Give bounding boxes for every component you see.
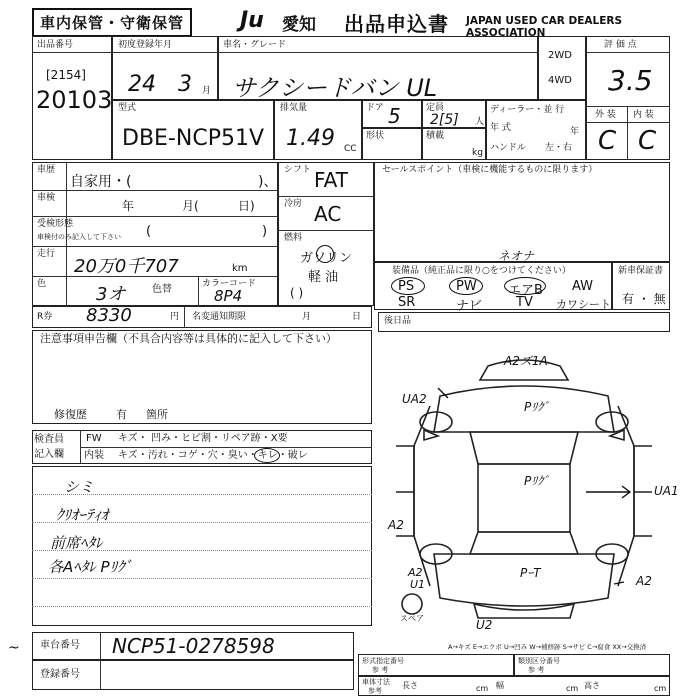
dims-width: 幅 bbox=[496, 681, 504, 690]
grade-score: 3.5 bbox=[608, 64, 653, 97]
association-name: JAPAN USED CAR DEALERS ASSOCIATION bbox=[466, 15, 623, 39]
divider bbox=[100, 660, 101, 690]
note-line: 各Aﾍﾀﾚ Pﾘｸﾞ bbox=[48, 558, 133, 576]
rec-label: 受検形態 bbox=[37, 219, 74, 229]
dims-cm: cm bbox=[654, 684, 667, 693]
equip-aw: AW bbox=[572, 279, 594, 294]
storage-title: 車内保管・守衛保管 bbox=[32, 8, 192, 37]
rule bbox=[32, 606, 372, 607]
dims-ref: 参考 bbox=[368, 687, 382, 695]
shift-label: シフト bbox=[284, 165, 312, 175]
equip-airbag: エアB bbox=[508, 283, 543, 298]
year-unit: 年 bbox=[570, 127, 580, 137]
equip-pw-circle bbox=[449, 277, 483, 295]
damage-legend: A→キズ E→エクボ U→凹み W→補修跡 S→サビ C→腐食 XX→交換済 bbox=[448, 643, 647, 651]
drive-box bbox=[538, 36, 586, 100]
diag-label: PｰT bbox=[520, 566, 541, 580]
equip-ps-circle bbox=[391, 277, 425, 295]
divider bbox=[184, 306, 185, 328]
history-value: 自家用・( bbox=[70, 174, 132, 190]
equip-airbag-circle bbox=[504, 277, 546, 295]
ext-label: 外 装 bbox=[595, 110, 616, 120]
car-name: サクシードバン UL bbox=[232, 74, 438, 102]
rec-end: ) bbox=[262, 224, 268, 239]
divider bbox=[627, 106, 628, 160]
reg-month: 3 bbox=[178, 72, 192, 97]
spec-label: 形式指定番号 bbox=[362, 657, 404, 665]
cap-value: 2[5] bbox=[430, 112, 459, 128]
divider bbox=[218, 52, 538, 53]
rtax-label: R券 bbox=[37, 312, 53, 322]
color-label: 色 bbox=[37, 279, 47, 289]
divider bbox=[198, 276, 199, 306]
chassis-number: NCP51-0278598 bbox=[112, 634, 275, 658]
ac-label: 冷房 bbox=[284, 199, 303, 209]
drive-2wd: 2WD bbox=[548, 50, 572, 61]
diag-label: U1 bbox=[410, 578, 426, 591]
ju-logo: Ju bbox=[240, 8, 264, 33]
sales-label: セールスポイント（車検に機能するものに限ります） bbox=[382, 165, 598, 175]
diag-label: UA2 bbox=[402, 392, 427, 406]
insp-month: 月( bbox=[182, 199, 199, 213]
regno-box bbox=[32, 660, 354, 690]
rule bbox=[32, 578, 372, 579]
divider bbox=[112, 52, 218, 53]
spare-label: スペア bbox=[400, 614, 424, 623]
stain-circle bbox=[254, 448, 280, 463]
equip-navi: ナビ bbox=[456, 299, 483, 314]
fw-label: FW bbox=[86, 433, 102, 444]
divider bbox=[80, 447, 372, 448]
interior-label: 内装 bbox=[84, 450, 104, 461]
ext-grade: C bbox=[598, 126, 617, 156]
divider bbox=[100, 632, 101, 660]
colorcode-value: 8P4 bbox=[214, 287, 243, 305]
disp-unit: CC bbox=[344, 144, 357, 154]
chassis-label: 車台番号 bbox=[40, 640, 80, 651]
interior-items: キズ・汚れ・コゲ・穴・臭い・キレ・破レ bbox=[118, 450, 308, 461]
inspector-label2: 記入欄 bbox=[34, 449, 64, 460]
repair-place: 箇所 bbox=[146, 408, 168, 421]
divider bbox=[586, 106, 670, 107]
equip-note: ネオナ bbox=[498, 249, 535, 263]
history-label: 車歴 bbox=[37, 165, 56, 175]
class-ref: 参 考 bbox=[528, 666, 545, 674]
inspector-label1: 検査員 bbox=[34, 434, 64, 445]
disp-value: 1.49 bbox=[286, 126, 335, 151]
handle-options: 左・右 bbox=[545, 143, 573, 153]
lot-sub: [2154] bbox=[46, 68, 86, 82]
fuel-circle bbox=[316, 245, 334, 263]
diag-label: U2 bbox=[476, 618, 493, 632]
diag-label: A2 bbox=[408, 566, 423, 579]
divider bbox=[32, 246, 278, 247]
divider bbox=[586, 52, 670, 53]
fuel-diesel: 軽 油 bbox=[308, 270, 339, 285]
rec-sub: 車検付のみ記入して下さい bbox=[37, 233, 121, 241]
regno-label: 登録番号 bbox=[40, 669, 80, 680]
side-mark: ~ bbox=[8, 640, 20, 656]
divider bbox=[32, 190, 278, 191]
equip-label: 装備品（純正品に限り○をつけてください） bbox=[392, 266, 571, 276]
namechg-label: 名変通知期限 bbox=[192, 312, 247, 322]
diag-label: UA1 bbox=[654, 484, 679, 498]
inspection-label: 車検 bbox=[37, 193, 56, 203]
mileage-label: 走行 bbox=[37, 249, 56, 259]
dims-label: 車体寸法 bbox=[362, 678, 390, 686]
colorchg-label: 色替 bbox=[152, 284, 172, 295]
lot-label: 出品番号 bbox=[37, 40, 74, 50]
rear-items-box bbox=[378, 312, 670, 332]
ac-value: AC bbox=[314, 202, 342, 226]
mileage-value: 20万0千707 bbox=[74, 256, 179, 277]
notes-label: 注意事項申告欄（不具合内容等は具体的に記入して下さい） bbox=[40, 332, 337, 345]
equip-seat: カワシート bbox=[556, 298, 611, 311]
diag-label: Pﾘｸﾞ bbox=[524, 474, 550, 488]
model-code: DBE-NCP51V bbox=[122, 126, 265, 151]
org-name: 愛知 bbox=[282, 15, 316, 35]
note-line: シミ bbox=[64, 478, 95, 496]
int-grade: C bbox=[638, 126, 657, 156]
fuel-gasoline: ガソリン bbox=[300, 251, 353, 266]
insp-year: 年 bbox=[122, 199, 135, 213]
equip-pw: PW bbox=[456, 279, 477, 294]
rear-items-label: 後日品 bbox=[384, 316, 412, 326]
shift-value: FAT bbox=[314, 168, 349, 192]
reg-month-unit: 月 bbox=[202, 86, 212, 96]
diag-label: A2ズ1A bbox=[504, 354, 548, 368]
divider bbox=[586, 122, 670, 123]
form-title: 出品申込書 bbox=[344, 12, 449, 36]
reg-label: 初度登録年月 bbox=[118, 40, 173, 50]
rec-paren: ( bbox=[146, 224, 152, 239]
divider bbox=[32, 216, 278, 217]
dims-cm: cm bbox=[476, 684, 489, 693]
repair-label: 修復歴 bbox=[54, 408, 87, 421]
divider bbox=[278, 230, 374, 231]
namechg-month: 月 bbox=[302, 312, 312, 322]
note-line: ｸﾘｵｰﾃｨｵ bbox=[56, 506, 109, 524]
cap-unit: 人 bbox=[475, 117, 485, 127]
cap-label: 定員 bbox=[426, 103, 445, 113]
divider bbox=[32, 276, 278, 277]
grade-label: 評 価 点 bbox=[604, 40, 637, 50]
fuel-label: 燃料 bbox=[284, 233, 303, 243]
reg-year: 24 bbox=[128, 72, 156, 97]
diag-label: Pﾘｸﾞ bbox=[524, 400, 550, 414]
equip-sr: SR bbox=[398, 295, 416, 310]
fuel-paren: ( ) bbox=[290, 286, 304, 300]
rtax-yen: 円 bbox=[170, 312, 180, 322]
insp-day: 日) bbox=[238, 199, 255, 213]
door-label: ドア bbox=[366, 103, 384, 113]
color-value: 3オ bbox=[96, 284, 126, 305]
handle-label: ハンドル bbox=[490, 143, 527, 153]
car-diagram bbox=[378, 336, 670, 648]
door-value: 5 bbox=[388, 104, 401, 128]
load-label: 積載 bbox=[426, 131, 445, 141]
note-line: 前席ﾍﾀﾚ bbox=[50, 534, 103, 552]
diag-label: A2 bbox=[636, 574, 652, 588]
int-label: 内 装 bbox=[633, 110, 654, 120]
equip-ps: PS bbox=[398, 279, 415, 294]
divider bbox=[278, 196, 374, 197]
dims-cm: cm bbox=[566, 684, 579, 693]
drive-4wd: 4WD bbox=[548, 75, 572, 86]
divider bbox=[32, 52, 112, 53]
namechg-day: 日 bbox=[352, 312, 362, 322]
lot-number: 20103 bbox=[36, 86, 113, 114]
repair-yes: 有 bbox=[116, 408, 127, 421]
year-label: 年 式 bbox=[490, 123, 511, 133]
fw-items: キズ・ 凹み・ヒビ割・リペア跡・X要 bbox=[118, 433, 288, 444]
history-end: )、 bbox=[258, 174, 278, 190]
shape-label: 形状 bbox=[366, 131, 385, 141]
warranty-value: 有 ・ 無 bbox=[622, 292, 666, 306]
dims-height: 高さ bbox=[584, 681, 600, 690]
colorcode-label: カラーコード bbox=[202, 279, 257, 289]
dims-length: 長さ bbox=[402, 681, 418, 690]
rtax-value: 8330 bbox=[86, 305, 132, 326]
name-label: 車名・グレード bbox=[223, 40, 287, 50]
model-label: 型式 bbox=[118, 103, 137, 113]
class-label: 類別区分番号 bbox=[518, 657, 560, 665]
mileage-unit: km bbox=[232, 263, 248, 274]
divider bbox=[66, 162, 67, 306]
spec-ref: 参 考 bbox=[372, 666, 389, 674]
equip-tv: TV bbox=[516, 295, 533, 310]
dealer-label: ディーラー・並 行 bbox=[490, 105, 565, 115]
diag-label: A2 bbox=[388, 518, 404, 532]
load-unit: kg bbox=[472, 148, 483, 158]
disp-label: 排気量 bbox=[280, 103, 308, 113]
warranty-label: 新車保証書 bbox=[618, 266, 664, 276]
